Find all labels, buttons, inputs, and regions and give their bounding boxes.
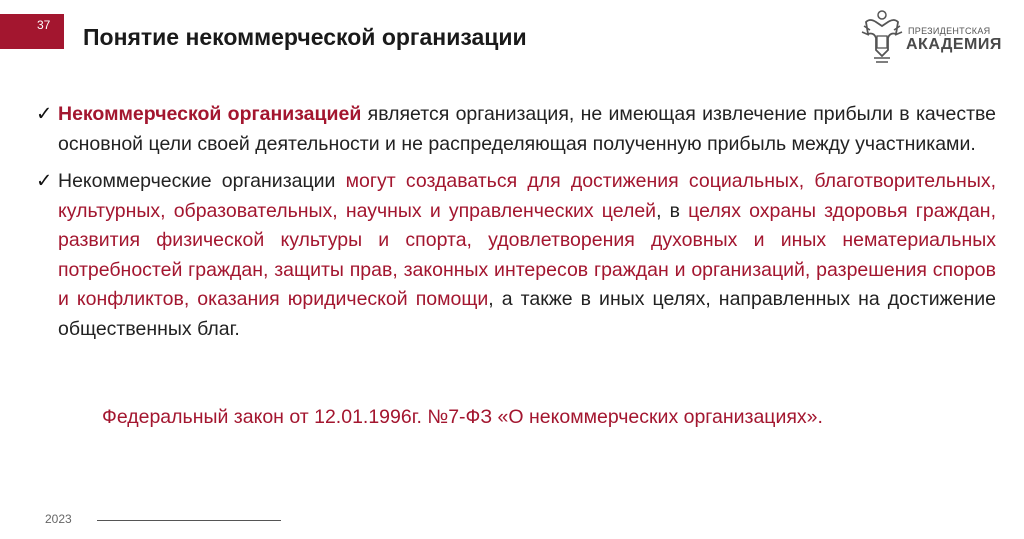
definition-term: Некоммерческой организацией bbox=[58, 103, 362, 125]
purposes-separator: , в bbox=[656, 199, 689, 222]
page-number: 37 bbox=[37, 18, 51, 32]
definition-text: является организация, не имеющая извлечение прибыли в качестве основной цели своей деятельности и не распределяющая полученную прибыль между участниками. bbox=[58, 103, 997, 155]
law-citation: Федеральный закон от 12.01.1996г. №7-ФЗ «О некоммерческих организациях». bbox=[102, 406, 823, 428]
purposes-list-a: могут создаваться для достижения социальных, благотворительных, культурных, образовательных, научных и управленческих целей bbox=[58, 170, 996, 222]
purposes-intro: Некоммерческие организации bbox=[58, 170, 346, 192]
logo-main-text: АКАДЕМИЯ bbox=[906, 36, 1002, 53]
definition-bullet bbox=[36, 100, 996, 159]
logo-top-text: ПРЕЗИДЕНТСКАЯ bbox=[908, 26, 991, 36]
academy-logo bbox=[860, 8, 1010, 68]
eagle-emblem-icon bbox=[860, 8, 904, 66]
page-number-badge bbox=[0, 14, 64, 49]
purposes-bullet bbox=[36, 167, 996, 344]
footer-year: 2023 bbox=[45, 512, 72, 526]
purposes-list-b: целях охраны здоровья граждан, развития физической культуры и спорта, удовлетворения духовных и иных нематериальных потребностей граждан, защиты прав, законных интересов граждан и организаций, разрешения споров и конфликтов, оказания юридической помощи bbox=[58, 199, 996, 310]
check-mark-icon: ✓ bbox=[36, 103, 53, 125]
slide-title: Понятие некоммерческой организации bbox=[83, 24, 527, 50]
check-mark-icon: ✓ bbox=[36, 170, 53, 192]
footer-divider bbox=[97, 520, 281, 521]
purposes-tail: , а также в иных целях, направленных на достижение общественных благ. bbox=[58, 288, 996, 340]
slide-content bbox=[36, 100, 996, 344]
